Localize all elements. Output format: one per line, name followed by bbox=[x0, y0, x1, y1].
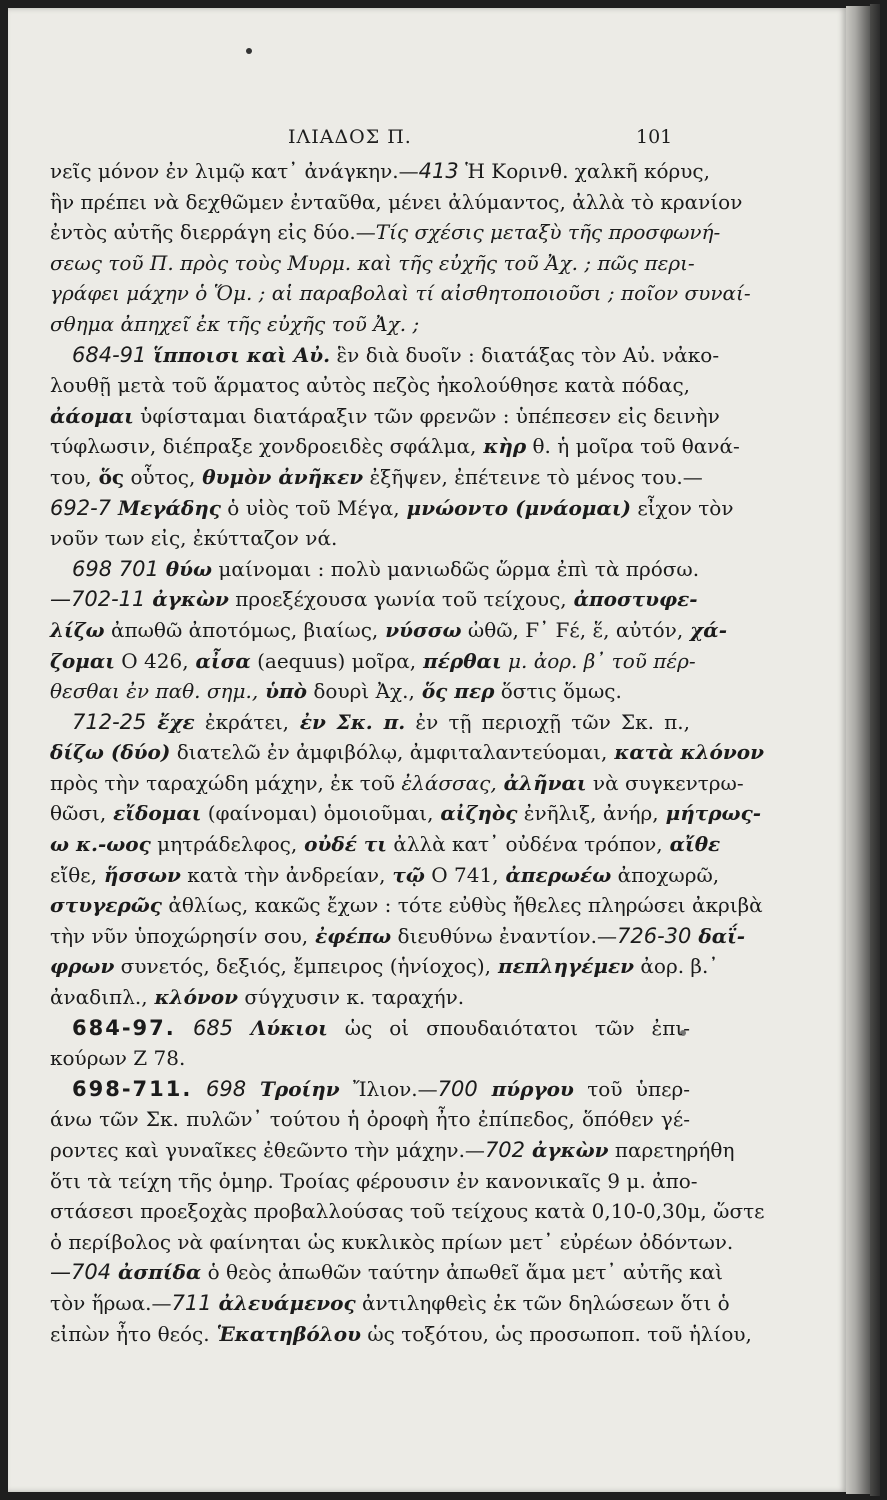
text-line: ἣν πρέπει νὰ δεχθῶμεν ἐνταῦθα, μένει ἀλύμαντος, ἀλλὰ τὸ κρανίον bbox=[50, 189, 743, 214]
text-line: ἀναδιπλ., κλόνον σύγχυσιν κ. ταραχήν. bbox=[50, 985, 465, 1010]
text-line: 698 701 θύω μαίνομαι : πολὺ μανιωδῶς ὥρμα ἐπὶ τὰ πρόσω. bbox=[72, 556, 700, 581]
text-line: 698-711. 698 Τροίην Ἴλιον.—700 πύργου τοῦ ὑπερ- bbox=[72, 1076, 690, 1101]
text-line: ω κ.-ωος μητράδελφος, οὐδέ τι ἀλλὰ κατ᾽ οὐδένα τρόπον, αἴθε bbox=[50, 832, 721, 857]
text-line: εἴθε, ἥσσων κατὰ τὴν ἀνδρείαν, τῷ Ο 741, ἀπερωέω ἀποχωρῶ, bbox=[50, 862, 720, 887]
text-line: τὴν νῦν ὑποχώρησίν σου, ἐφέπω διευθύνω ἐναντίον.—726-30 δαΐ- bbox=[50, 923, 746, 948]
text-line: ἀάομαι ὑφίσταμαι διατάραξιν τῶν φρενῶν : ὑπέπεσεν εἰς δεινὴν bbox=[50, 403, 720, 428]
text-line: τύφλωσιν, διέπραξε χονδροειδὲς σφάλμα, κὴρ θ. ἡ μοῖρα τοῦ θανά- bbox=[50, 434, 740, 459]
text-line: στάσεσι προεξοχὰς προβαλλούσας τοῦ τείχους κατὰ 0,10-0,30μ, ὥστε bbox=[50, 1199, 765, 1224]
running-title: ΙΛΙΑΔΟΣ Π. bbox=[288, 126, 412, 148]
text-line: νεῖς μόνον ἐν λιμῷ κατ᾽ ἀνάγκην.—413 Ἡ Κορινθ. χαλκῆ κόρυς, bbox=[50, 159, 710, 183]
text-line: πρὸς τὴν ταραχώδη μάχην, ἐκ τοῦ ἐλάσσας, ἀλῆναι νὰ συγκεντρω- bbox=[50, 770, 744, 795]
text-line: σθημα ἀπηχεῖ ἐκ τῆς εὐχῆς τοῦ Ἀχ. ; bbox=[50, 311, 420, 336]
text-line: κούρων Ζ 78. bbox=[50, 1046, 186, 1071]
text-line: θεσθαι ἐν παθ. σημ., ὑπὸ δουρὶ Ἀχ., ὅς περ ὅστις ὅμως. bbox=[50, 679, 622, 704]
text-line: τὸν ἥρωα.—711 ἀλευάμενος ἀντιληφθεὶς ἐκ τῶν δηλώσεων ὅτι ὁ bbox=[50, 1290, 730, 1315]
text-line: 684-91 ἵπποισι καὶ Αὐ. ἓν διὰ δυοῖν : διατάξας τὸν Αὐ. νἀκο- bbox=[72, 342, 720, 367]
text-line: νοῦν των εἰς, ἐκύτταζον νά. bbox=[50, 526, 338, 551]
text-line: σεως τοῦ Π. πρὸς τοὺς Μυρμ. καὶ τῆς εὐχῆς τοῦ Ἀχ. ; πῶς περι- bbox=[50, 250, 695, 275]
text-line: φρων συνετός, δεξιός, ἔμπειρος (ἡνίοχος), πεπληγέμεν ἀορ. β.᾽ bbox=[50, 954, 719, 979]
text-line: δίζω (δύο) διατελῶ ἐν ἀμφιβόλῳ, ἀμφιταλαντεύομαι, κατὰ κλόνον bbox=[50, 740, 764, 765]
text-line: ροντες καὶ γυναῖκες ἐθεῶντο τὴν μάχην.—702 ἀγκὼν παρετηρήθη bbox=[50, 1138, 735, 1162]
text-line: γράφει μάχην ὁ Ὅμ. ; αἱ παραβολαὶ τί αἰσθητοποιοῦσι ; ποῖον συναί- bbox=[50, 281, 751, 306]
page-header bbox=[8, 124, 846, 154]
text-line: στυγερῶς ἀθλίως, κακῶς ἔχων : τότε εὐθὺς ἤθελες πληρώσει ἀκριβὰ bbox=[50, 893, 763, 918]
page-edge bbox=[846, 6, 870, 1494]
text-line: λουθῇ μετὰ τοῦ ἅρματος αὐτὸς πεζὸς ἠκολούθησε κατὰ πόδας, bbox=[50, 373, 690, 398]
book-spine-shadow bbox=[870, 4, 880, 1496]
text-line: —702-11 ἀγκὼν προεξέχουσα γωνία τοῦ τείχους, ἀποστυφε- bbox=[50, 587, 698, 612]
text-line: ὁ περίβολος νὰ φαίνηται ὡς κυκλικὸς πρίων μετ᾽ εὐρέων ὀδόντων. bbox=[50, 1229, 734, 1254]
text-line: —704 ἀσπίδα ὁ θεὸς ἀπωθῶν ταύτην ἀπωθεῖ ἅμα μετ᾽ αὐτῆς καὶ bbox=[50, 1260, 723, 1285]
text-line: θῶσι, εἴδομαι (φαίνομαι) ὁμοιοῦμαι, αἰζηὸς ἐνῆλιξ, ἀνήρ, μήτρως- bbox=[50, 801, 762, 826]
text-line: 684-97. 685 Λύκιοι ὡς οἱ σπουδαιότατοι τῶν ἐπι- bbox=[72, 1015, 690, 1040]
text-line: ζομαι Ο 426, αἶσα (aequus) μοῖρα, πέρθαι μ. ἀορ. β᾽ τοῦ πέρ- bbox=[50, 648, 696, 673]
text-line: 712-25 ἔχε ἐκράτει, ἐν Σκ. π. ἐν τῇ περιοχῇ τῶν Σκ. π., bbox=[72, 709, 691, 734]
text-line: 692-7 Μεγάδης ὁ υἱὸς τοῦ Μέγα, μνώοντο (μνάομαι) εἶχον τὸν bbox=[50, 495, 734, 520]
page-number: 101 bbox=[636, 126, 673, 148]
text-line: ὅτι τὰ τείχη τῆς ὁμηρ. Τροίας φέρουσιν ἐν κανονικαῖς 9 μ. ἀπο- bbox=[50, 1168, 698, 1193]
text-line: ἐντὸς αὐτῆς διερράγη εἰς δύο.—Τίς σχέσις μεταξὺ τῆς προσφωνή- bbox=[50, 220, 721, 245]
text-line: εἰπὼν ἦτο θεός. Ἑκατηβόλου ὡς τοξότου, ὡς προσωποπ. τοῦ ἡλίου, bbox=[50, 1321, 752, 1346]
speck-mark bbox=[246, 48, 252, 54]
text-line: άνω τῶν Σκ. πυλῶν᾽ τούτου ἡ ὀροφὴ ἦτο ἐπίπεδος, ὅπόθεν γέ- bbox=[50, 1107, 690, 1132]
book-page bbox=[8, 8, 846, 1492]
text-line: του, ὅς οὗτος, θυμὸν ἀνῆκεν ἐξῆψεν, ἐπέτεινε τὸ μένος του.— bbox=[50, 464, 703, 489]
commentary-text bbox=[50, 156, 765, 1349]
text-line: λίζω ἀπωθῶ ἀποτόμως, βιαίως, νύσσω ὠθῶ, Ϝ᾽ Ϝέ, ἕ, αὐτόν, χά- bbox=[50, 617, 727, 642]
